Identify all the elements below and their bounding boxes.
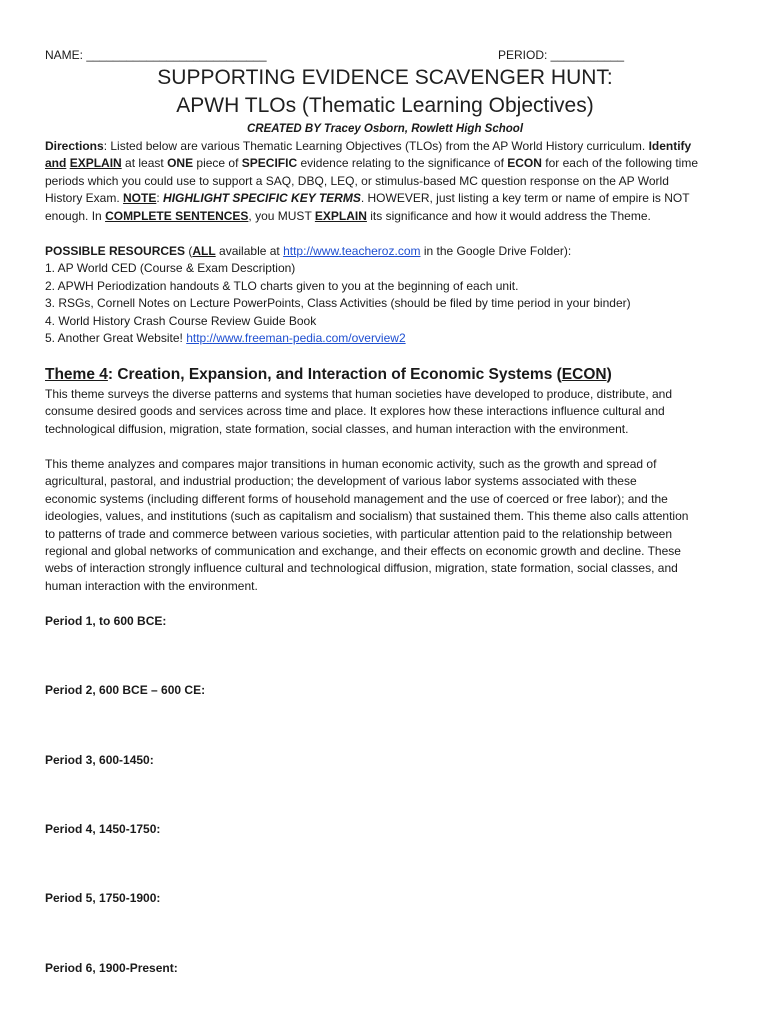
theme-paragraph-2: This theme analyzes and compares major transitions in human economic activity, such as the growth and spread of agricultural, pastoral, and industrial production; the development of various labor systems associated with these economic systems (including different forms of household management and the use of coerced or free labor); and the ideologies, values, and institutions (such as capitalism and socialism) that sustained them. This theme also calls attention to patterns of trade and commerce between various societies, with particular attention paid to the relationship between regional and global networks of communication and exchange, and their effects on economic growth and decline. These webs of interaction strongly influence cultural and technological diffusion, migration, state formation, social classes, and human interaction with the environment.: [45, 457, 689, 593]
directions-line-2: and EXPLAIN at least ONE piece of SPECIFIC evidence relating to the significance of ECON for each of the following time: [45, 156, 699, 171]
directions-line-1: Directions: Listed below are various Thematic Learning Objectives (TLOs) from the AP World History curriculum. Identify: [45, 139, 692, 153]
resource-item: 2. APWH Periodization handouts & TLO charts given to you at the beginning of each unit.: [45, 278, 519, 293]
teacheroz-link[interactable]: http://www.teacheroz.com: [283, 244, 421, 258]
period-4-prompt: Period 4, 1450-1750:: [45, 822, 161, 836]
period-6-prompt: Period 6, 1900-Present:: [45, 961, 178, 975]
resource-item: 3. RSGs, Cornell Notes on Lecture PowerPoints, Class Activities (should be filed by time period in your binder): [45, 296, 631, 311]
period-3-prompt: Period 3, 600-1450:: [45, 753, 154, 767]
directions-line-3: periods which you could use to support a SAQ, DBQ, LEQ, or stimulus-based MC question response on the AP World: [45, 173, 669, 188]
theme-heading: Theme 4: Creation, Expansion, and Interaction of Economic Systems (ECON): [45, 366, 612, 383]
theme-paragraph-1: This theme surveys the diverse patterns and systems that human societies have developed to produce, distribute, and consume desired goods and services across time and place. It explores how these interactions influence cultural and technological diffusion, migration, state formation, social classes, and human interaction with the environment.: [45, 387, 673, 436]
author-credit: CREATED BY Tracey Osborn, Rowlett High School: [246, 123, 524, 135]
resource-item: 4. World History Crash Course Review Guide Book: [45, 313, 317, 328]
page-subtitle: APWH TLOs (Thematic Learning Objectives): [176, 94, 594, 117]
period-5-prompt: Period 5, 1750-1900:: [45, 891, 161, 905]
theme-label: Theme 4: [45, 366, 108, 383]
period-1-prompt: Period 1, to 600 BCE:: [45, 614, 167, 628]
freeman-pedia-link[interactable]: http://www.freeman-pedia.com/overview2: [186, 331, 406, 346]
directions-line-5: enough. In COMPLETE SENTENCES, you MUST EXPLAIN its significance and how it would address the Theme.: [45, 208, 651, 223]
directions-label: Directions: [45, 139, 104, 153]
page-title: SUPPORTING EVIDENCE SCAVENGER HUNT:: [157, 66, 613, 89]
directions-block: [45, 138, 725, 225]
period-field-label: PERIOD: ___________: [498, 48, 625, 62]
name-field-label: NAME: ___________________________: [45, 48, 267, 62]
resource-item: 5. Another Great Website! http://www.freeman-pedia.com/overview2: [45, 331, 406, 346]
resources-heading: POSSIBLE RESOURCES (ALL available at http://www.teacheroz.com in the Google Drive Folder):: [45, 244, 572, 258]
resource-item: 1. AP World CED (Course & Exam Description): [45, 261, 296, 276]
period-2-prompt: Period 2, 600 BCE – 600 CE:: [45, 683, 206, 697]
directions-line-4: History Exam. NOTE: HIGHLIGHT SPECIFIC KEY TERMS. HOWEVER, just listing a key term or name of empire is NOT: [45, 191, 690, 206]
resources-block: [45, 243, 725, 347]
